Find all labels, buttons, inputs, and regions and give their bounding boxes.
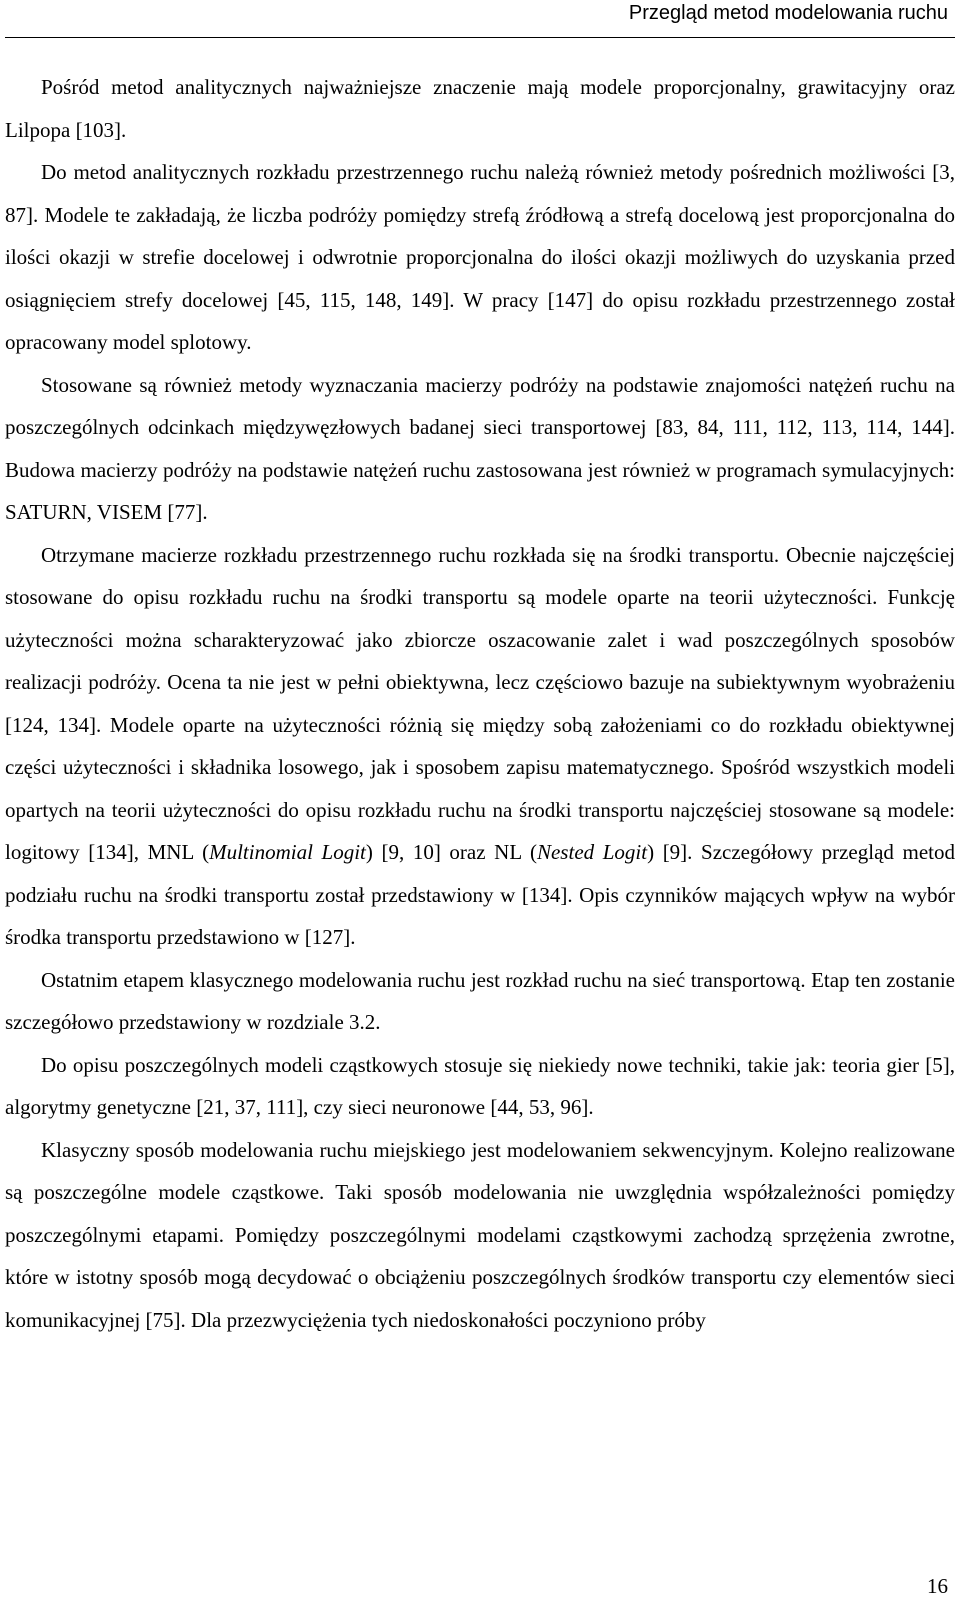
paragraph: Klasyczny sposób modelowania ruchu miejskiego jest modelowaniem sekwencyjnym. Kolejno realizowane są poszczególne modele cząstkowe. Taki sposób modelowania nie uwzględnia współzależności pomiędzy poszczególnymi etapami. Pomiędzy poszczególnymi modelami cząstkowymi zachodzą sprzężenia zwrotne, które w istotny sposób mogą decydować o obciążeniu poszczególnych środków transportu czy elementów sieci komunikacyjnej [75]. Dla przezwyciężenia tych niedoskonałości poczyniono próby xyxy=(5,1137,955,1332)
paragraph: Ostatnim etapem klasycznego modelowania ruchu jest rozkład ruchu na sieć transportową. Etap ten zostanie szczegółowo przedstawiony w rozdziale 3.2. xyxy=(5,967,955,1034)
running-header: Przegląd metod modelowania ruchu xyxy=(628,2,948,24)
header-rule xyxy=(5,37,955,38)
italic-term: Nested Logit xyxy=(536,840,648,864)
italic-term: Multinomial Logit xyxy=(209,840,366,864)
paragraph-text: ) [9, 10] oraz NL ( xyxy=(365,840,537,864)
paragraph: Stosowane są również metody wyznaczania macierzy podróży na podstawie znajomości natężeń ruchu na poszczególnych odcinkach międzywęzłowych badanej sieci transportowej [83, 84, 111, 112, 113, 114, 144]. Budowa macierzy podróży na podstawie natężeń ruchu zastosowana jest również w programach symulacyjnych: SATURN, VISEM [77]. xyxy=(5,372,955,524)
paragraph: Do metod analitycznych rozkładu przestrzennego ruchu należą również metody pośrednich możliwości [3, 87]. Modele te zakładają, że liczba podróży pomiędzy strefą źródłową a strefą docelową jest proporcjonalna do ilości okazji w strefie docelowej i odwrotnie proporcjonalna do ilości okazji możliwych do uzyskania przed osiągnięciem strefy docelowej [45, 115, 148, 149]. W pracy [147] do opisu rozkładu przestrzennego został opracowany model splotowy. xyxy=(5,160,955,354)
page-number: 16 xyxy=(927,1574,948,1598)
paragraph-text: Otrzymane macierze rozkładu przestrzennego ruchu rozkłada się na środki transportu. Obecnie najczęściej stosowane do opisu rozkładu ruchu na środki transportu są modele oparte na teorii użyteczności. Funkcję użyteczności można scharakteryzować jako zbiorcze oszacowanie zalet i wad poszczególnych sposobów realizacji podróży. Ocena ta nie jest w pełni obiektywna, lecz częściowo bazuje na subiektywnym wyobrażeniu [124, 134]. Modele oparte na użyteczności różnią się między sobą założeniami co do rozkładu obiektywnej części użyteczności i składnika losowego, jak i sposobem zapisu matematycznego. Spośród wszystkich modeli opartych na teorii użyteczności do opisu rozkładu ruchu na środki transportu najczęściej stosowane są modele: logitowy [134], MNL ( xyxy=(5,542,955,864)
paragraph xyxy=(5,534,955,959)
paragraph-text: ) [9]. Szczegółowy przegląd metod podziału ruchu na środki transportu został przedstawiony w [134]. Opis czynników mających wpływ na wybór środka transportu przedstawiono w [127]. xyxy=(5,840,955,949)
paragraph: Do opisu poszczególnych modeli cząstkowych stosuje się niekiedy nowe techniki, takie jak: teoria gier [5], algorytmy genetyczne [21, 37, 111], czy sieci neuronowe [44, 53, 96]. xyxy=(5,1052,955,1119)
page-body xyxy=(5,66,955,1341)
paragraph: Pośród metod analitycznych najważniejsze znaczenie mają modele proporcjonalny, grawitacyjny oraz Lilpopa [103]. xyxy=(5,75,955,142)
